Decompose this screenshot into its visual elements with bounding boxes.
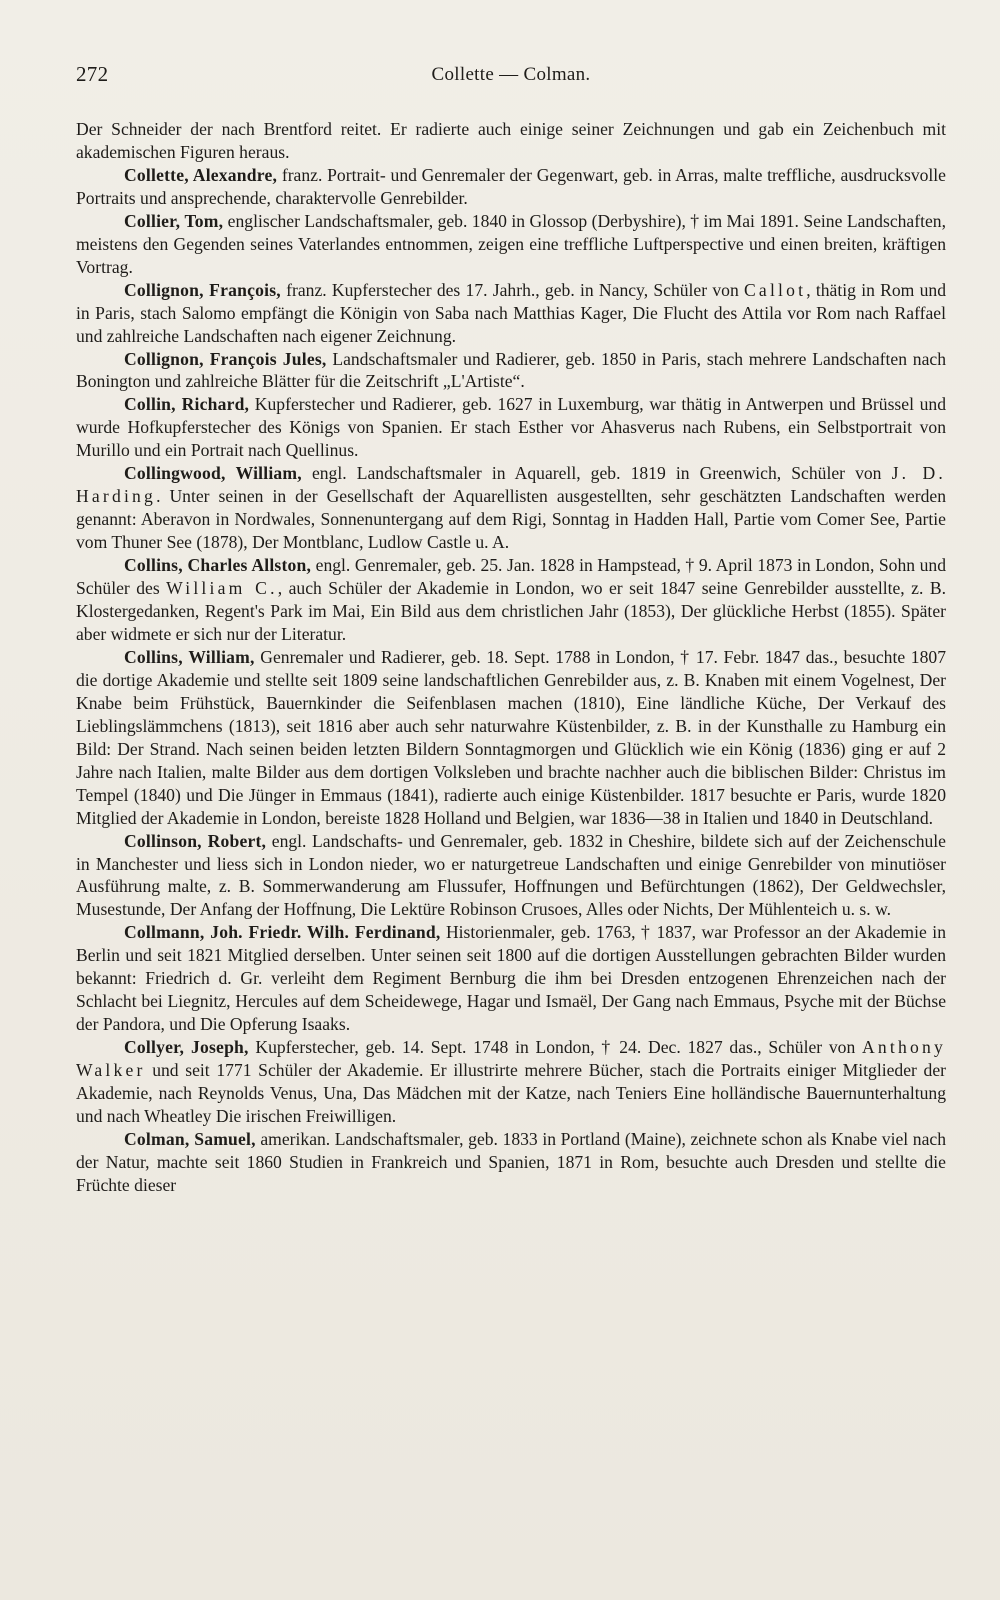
entry-headword: Collier, Tom, [124,210,224,231]
running-head [76,52,946,92]
dictionary-entry [76,1036,946,1128]
spaced-name: William C. [166,578,278,599]
entry-text: amerikan. Landschaftsmaler, geb. 1833 in Portland (Maine), zeichnete schon als Knabe viel nach der Natur, machte seit 1860 Studien in Frankreich und Spanien, 1871 in Rom, besuchte auch Dresden und stellte die Früchte dieser [76,1128,946,1195]
dictionary-entry [76,462,946,554]
dictionary-entry [76,921,946,1036]
entry-text: . Unter seinen in der Gesellschaft der Aquarellisten ausgestellten, sehr geschätzten Landschaften werden genannt: Aberavon in Nordwales, Sonnenuntergang auf dem Rigi, Sonntag in Hadden Hall, Partie vom Comer See, Partie vom Thuner See (1878), Der Montblanc, Ludlow Castle u. A. [76,486,946,553]
dictionary-entry [76,210,946,279]
entry-text: und seit 1771 Schüler der Akademie. Er illustrirte mehrere Bücher, stach die Portraits einiger Mitglieder der Akademie, nach Reynolds Venus, Una, Das Mädchen mit der Katze, nach Teniers Eine holländische Bauernunterhaltung und nach Wheatley Die irischen Freiwilligen. [76,1060,946,1126]
entry-text: engl. Landschafts- und Genremaler, geb. 1832 in Cheshire, bildete sich auf der Zeichenschule in Manchester und liess sich in London nieder, wo er naturgetreue Landschaften und einige Genrebilder von minutiöser Ausführung malte, z. B. Sommerwanderung am Flussufer, Hoffnungen und Befürchtungen (1862), Der Geldwechsler, Musestunde, Der Anfang der Hoffnung, Die Lektüre Robinson Crusoes, Alles oder Nichts, Der Mühlenteich u. s. w. [76,830,946,920]
entry-text: Der Schneider der nach Brentford reitet. Er radierte auch einige seiner Zeichnungen und gab ein Zeichenbuch mit akademischen Figuren heraus. [76,119,946,162]
dictionary-entry [76,279,946,348]
entry-text: franz. Kupferstecher des 17. Jahrh., geb. in Nancy, Schüler von [280,279,744,300]
entry-headword: Collins, Charles Allston, [124,555,312,576]
spaced-name: Callot [744,279,807,300]
entry-text: , thätig in Rom und in Paris, stach Salomo empfängt die Königin von Saba nach Matthias Kager, Die Flucht des Attila vor Rom nach Raffael und zahlreiche Landschaften nach eigener Zeichnung. [76,279,946,346]
dictionary-entries [76,118,946,1197]
entry-headword: Collinson, Robert, [124,830,267,851]
entry-text: Genremaler und Radierer, geb. 18. Sept. 1788 in London, † 17. Febr. 1847 das., besuchte 1807 die dortige Akademie und stellte seit 1809 seine landschaftlichen Genrebilder aus, z. B. Knaben mit einem Vogelnest, Der Knabe beim Frühstück, Bauernkinder die Seifenblasen machen (1810), Eine ländliche Küche, Der Verkauf des Lieblingslämmchens (1813), seit 1816 aber auch sehr naturwahre Küstenbilder, z. B. in der Kunsthalle zu Hamburg ein Bild: Der Strand. Nach seinen beiden letzten Bildern Sonntagmorgen und Glücklich wie ein König (1836) ging er auf 2 Jahre nach Italien, malte Bilder aus dem dortigen Volksleben und brachte nachher auch die biblischen Bilder: Christus im Tempel (1840) und Die Jünger in Emmaus (1841), radierte auch einige Küstenbilder. 1817 besuchte er Paris, wurde 1820 Mitglied der Akademie in London, bereiste 1828 Holland und Belgien, war 1836—38 in Italien und 1840 in Deutschland. [76,646,946,828]
page-number: 272 [76,62,109,86]
entry-headword: Collingwood, William, [124,463,302,484]
entry-headword: Collmann, Joh. Friedr. Wilh. Ferdinand, [124,922,441,943]
entry-text: Kupferstecher, geb. 14. Sept. 1748 in London, † 24. Dec. 1827 das., Schüler von [248,1037,863,1058]
dictionary-entry [76,646,946,830]
entry-text: Kupferstecher und Radierer, geb. 1627 in Luxemburg, war thätig in Antwerpen und Brüssel und wurde Hofkupferstecher des Königs von Spanien. Er stach Esther vor Ahasverus nach Rubens, ein Selbstportrait von Murillo und ein Portrait nach Quellinus. [76,394,947,461]
dictionary-entry [76,1128,946,1197]
entry-text: Landschaftsmaler und Radierer, geb. 1850 in Paris, stach mehrere Landschaften nach Bonington und zahlreiche Blätter für die Zeitschrift „L'Artiste“. [76,348,946,392]
entry-headword: Collignon, François Jules, [124,348,327,369]
entry-text: englischer Landschaftsmaler, geb. 1840 in Glossop (Derbyshire), † im Mai 1891. Seine Landschaften, meistens den Gegenden seines Vaterlandes entnommen, zeigen eine treffliche Luftperspective und einen breiten, kräftigen Vortrag. [76,210,946,277]
entry-continuation [76,118,946,164]
entry-text: franz. Portrait- und Genremaler der Gegenwart, geb. in Arras, malte treffliche, ausdrucksvolle Portraits und ansprechende, charaktervolle Genrebilder. [76,164,946,208]
dictionary-entry [76,554,946,646]
entry-text: engl. Genremaler, geb. 25. Jan. 1828 in Hampstead, † 9. April 1873 in London, Sohn und Schüler des [76,555,946,599]
entry-headword: Collin, Richard, [124,394,250,415]
entry-text: engl. Landschaftsmaler in Aquarell, geb. 1819 in Greenwich, Schüler von [301,463,892,484]
entry-headword: Collignon, François, [124,279,281,300]
entry-headword: Collette, Alexandre, [124,164,278,185]
running-title: Collette — Colman. [431,64,591,85]
spaced-name: J. D. Harding [76,463,946,507]
dictionary-entry [76,830,946,922]
entry-text: , auch Schüler der Akademie in London, wo er seit 1847 seine Genrebilder ausstellte, z. B. Klostergedanken, Regent's Park im Mai, Ein Bild aus dem christlichen Jahr (1853), Der glückliche Herbst (1855). Später aber widmete er sich nur der Literatur. [76,578,946,644]
spaced-name: Anthony Walker [76,1037,946,1081]
entry-text: Historienmaler, geb. 1763, † 1837, war Professor an der Akademie in Berlin und seit 1821 Mitglied derselben. Unter seinen seit 1800 auf die dortigen Ausstellungen gebrachten Bilder wurden bekannt: Friedrich d. Gr. verleiht dem Regiment Bernburg die ihm bei Dresden entzogenen Ehrenzeichen nach der Schlacht bei Liegnitz, Hercules auf dem Scheidewege, Hagar und Ismaël, Der Gang nach Emmaus, Psyche mit der Büchse der Pandora, und Die Opferung Isaaks. [76,922,946,1035]
entry-headword: Collyer, Joseph, [124,1037,249,1058]
entry-headword: Collins, William, [124,646,255,667]
entry-headword: Colman, Samuel, [124,1128,256,1149]
dictionary-entry [76,393,946,462]
dictionary-entry [76,348,946,394]
dictionary-entry [76,164,946,210]
